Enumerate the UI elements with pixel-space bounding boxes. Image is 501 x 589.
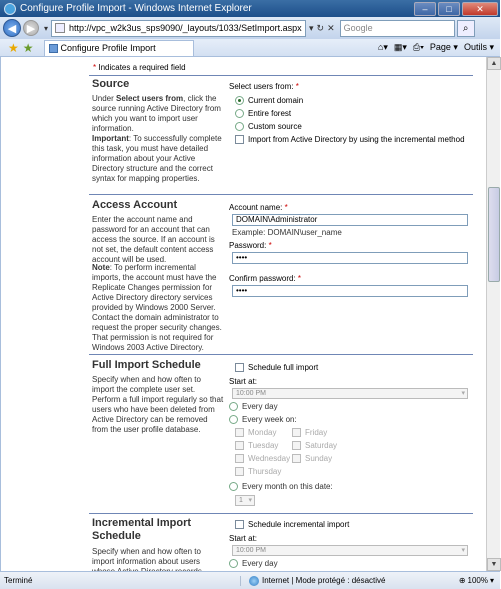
- favorites-star-icon[interactable]: ★: [8, 40, 19, 55]
- scroll-down-icon[interactable]: ▼: [487, 558, 501, 571]
- tools-menu-label: Outils: [463, 42, 487, 52]
- zoom-level: 100%: [467, 576, 488, 585]
- radio-selected-icon: [235, 96, 244, 105]
- window-title: Configure Profile Import - Windows Internet Explorer: [20, 3, 252, 14]
- tools-menu[interactable]: Outils ▾: [463, 42, 494, 52]
- checkbox-icon: [235, 135, 244, 144]
- required-asterisk: *: [284, 203, 288, 212]
- note-label: Note: [92, 263, 110, 272]
- compatibility-icon[interactable]: ▾: [309, 22, 314, 33]
- day-saturday-label: Saturday: [305, 441, 338, 450]
- print-icon[interactable]: ⎙▾: [412, 42, 424, 52]
- incremental-checkbox[interactable]: [235, 135, 469, 144]
- full-start-label: Start at:: [229, 377, 258, 386]
- select-users-label: [229, 82, 469, 91]
- radio-full-every-month[interactable]: [229, 482, 469, 491]
- incremental-start-time-select[interactable]: 10:00 PM ▾: [232, 545, 468, 556]
- source-description: [92, 94, 225, 134]
- day-monday-checkbox[interactable]: [235, 428, 292, 437]
- refresh-icon[interactable]: ↻: [316, 22, 325, 33]
- important-label: Important: [92, 134, 129, 143]
- schedule-incremental-label: Schedule incremental import: [248, 520, 350, 529]
- note-text: : To perform incremental imports, the account must have the Replicate Changes permission for Active Directory directory services provided by Windows 2000 Server. Contact the domain administrator to request the proper security changes. That permission is not required for Windows 2003 Active Directory.: [92, 263, 222, 352]
- radio-entire-forest[interactable]: [235, 109, 469, 118]
- radio-entire-forest-label: Entire forest: [248, 109, 292, 118]
- forward-button[interactable]: ▶: [23, 20, 39, 36]
- required-asterisk: *: [295, 82, 299, 91]
- source-desc-bold: Select users from: [116, 94, 184, 103]
- radio-incremental-every-day[interactable]: [229, 559, 469, 568]
- incremental-checkbox-label: Import from Active Directory by using the incremental method: [248, 135, 465, 144]
- full-every-day-label: Every day: [242, 402, 278, 411]
- home-icon[interactable]: ⌂▾: [377, 42, 388, 52]
- vertical-scrollbar[interactable]: [486, 57, 500, 571]
- weekdays-col-2: [292, 428, 337, 480]
- tab-favicon-icon: [49, 44, 58, 53]
- full-import-title: Full Import Schedule: [92, 359, 201, 371]
- radio-current-domain-label: Current domain: [248, 96, 304, 105]
- checkbox-icon: [292, 454, 301, 463]
- checkbox-icon: [235, 428, 244, 437]
- radio-full-every-day[interactable]: [229, 402, 469, 411]
- day-tuesday-checkbox[interactable]: [235, 441, 292, 450]
- scrollbar-thumb[interactable]: [488, 187, 500, 282]
- incremental-start-label: Start at:: [229, 534, 258, 543]
- checkbox-icon: [235, 467, 244, 476]
- incremental-title-line2: Schedule: [92, 530, 141, 542]
- radio-custom-source[interactable]: [235, 122, 469, 131]
- account-name-text: Account name:: [229, 203, 283, 212]
- password-field[interactable]: ••••: [232, 252, 468, 264]
- scroll-up-icon[interactable]: ▲: [487, 57, 501, 70]
- stop-icon[interactable]: ✕: [327, 22, 335, 33]
- minimize-button[interactable]: –: [414, 2, 436, 16]
- account-name-label: [229, 203, 469, 212]
- checkbox-icon: [235, 363, 244, 372]
- radio-icon: [235, 122, 244, 131]
- full-every-month-label: Every month on this date:: [242, 482, 333, 491]
- status-text: Terminé: [4, 576, 33, 585]
- incremental-description: Specify when and how often to import information about users: [92, 547, 201, 566]
- day-thursday-label: Thursday: [248, 467, 282, 476]
- full-import-description: Specify when and how often to import the complete user set. Perform a full import regularly so that users who have been deleted from Active Directory can be removed from the user profile database.: [92, 375, 224, 434]
- day-friday-checkbox[interactable]: [292, 428, 337, 437]
- account-name-field[interactable]: DOMAIN\Administrator: [232, 214, 468, 226]
- source-desc-pre: Under: [92, 94, 117, 103]
- required-asterisk: *: [93, 63, 97, 72]
- source-options: [229, 82, 469, 144]
- password-label: [229, 241, 469, 250]
- access-account-title: Access Account: [92, 199, 178, 211]
- required-asterisk: *: [297, 274, 302, 283]
- zoom-icon: ⊕: [458, 576, 466, 585]
- weekdays-col-1: [235, 428, 292, 480]
- checkbox-icon: [292, 428, 301, 437]
- required-asterisk: *: [268, 241, 272, 250]
- maximize-button[interactable]: □: [438, 2, 460, 16]
- day-sunday-label: Sunday: [305, 454, 333, 463]
- checkbox-icon: [292, 441, 301, 450]
- radio-full-every-week[interactable]: [229, 415, 469, 424]
- full-every-week-label: Every week on:: [242, 415, 297, 424]
- radio-icon: [235, 109, 244, 118]
- password-text: Password:: [229, 241, 267, 250]
- schedule-incremental-checkbox[interactable]: [235, 520, 469, 529]
- incremental-title-line1: Incremental Import: [92, 517, 192, 529]
- checkbox-icon: [235, 520, 244, 529]
- title-bar: [0, 0, 500, 17]
- close-button[interactable]: ✕: [462, 2, 498, 16]
- source-title: Source: [92, 78, 130, 90]
- day-wednesday-label: Wednesday: [248, 454, 291, 463]
- confirm-password-field[interactable]: ••••: [232, 285, 468, 297]
- incremental-every-day-label: Every day: [242, 559, 278, 568]
- access-fields: [229, 203, 469, 297]
- confirm-password-text: Confirm password:: [229, 274, 296, 283]
- ie-logo-icon: [4, 3, 16, 15]
- tab-bar: [0, 39, 500, 57]
- checkbox-icon: [235, 454, 244, 463]
- zoom-control[interactable]: [459, 576, 500, 585]
- add-favorites-icon[interactable]: ★: [22, 40, 34, 55]
- radio-icon: [229, 402, 238, 411]
- address-bar: [0, 17, 500, 39]
- required-note-text: Indicates a required field: [98, 63, 186, 72]
- radio-icon: [229, 482, 238, 491]
- zoom-dropdown-icon: ▾: [489, 576, 494, 585]
- incremental-title: [92, 517, 191, 543]
- account-example: Example: DOMAIN\user_name: [232, 228, 342, 237]
- schedule-full-import-checkbox[interactable]: [235, 363, 469, 372]
- day-saturday-checkbox[interactable]: [292, 441, 337, 450]
- history-dropdown-icon[interactable]: ▾: [44, 23, 49, 33]
- access-account-section: [89, 194, 473, 354]
- full-start-time-select[interactable]: 10:00 PM ▾: [232, 388, 468, 399]
- day-monday-label: Monday: [248, 428, 277, 437]
- month-date-select[interactable]: 1 ▾: [235, 495, 255, 506]
- full-import-section: [89, 354, 473, 514]
- day-tuesday-label: Tuesday: [248, 441, 279, 450]
- access-note: [92, 263, 225, 353]
- page-menu[interactable]: Page ▾: [429, 42, 458, 52]
- day-thursday-checkbox[interactable]: [235, 467, 292, 476]
- globe-icon: [249, 576, 259, 586]
- select-users-text: Select users from:: [229, 82, 294, 91]
- source-important: [92, 134, 225, 184]
- full-import-options: [229, 363, 469, 506]
- day-wednesday-checkbox[interactable]: [235, 454, 292, 463]
- command-bar: [378, 42, 500, 53]
- security-zone[interactable]: [240, 576, 420, 586]
- access-description: Enter the account name and password for an account that can access the source. If an account is not set, the default content access account will be used.: [92, 215, 215, 264]
- page-content: [0, 57, 486, 571]
- incremental-options: [229, 520, 469, 572]
- radio-icon: [229, 559, 238, 568]
- page-menu-label: Page: [429, 42, 451, 52]
- required-note: [93, 63, 186, 72]
- back-button[interactable]: ◀: [3, 19, 21, 37]
- radio-icon: [229, 415, 238, 424]
- schedule-full-import-label: Schedule full import: [248, 363, 319, 372]
- tab-configure-profile-import[interactable]: [44, 40, 194, 56]
- zone-text: Internet | Mode protégé : désactivé: [262, 576, 386, 585]
- incremental-import-section: [89, 513, 473, 573]
- status-bar: [0, 571, 500, 589]
- day-friday-label: Friday: [305, 428, 328, 437]
- tab-label: Configure Profile Import: [60, 43, 156, 53]
- source-desc-post: , click the source running Active Directory from which you want to import user information.: [92, 94, 221, 133]
- weekdays-grid: [235, 428, 469, 480]
- checkbox-icon: [235, 441, 244, 450]
- important-text: : To successfully complete this task, you must have detailed information about your Active Directory structure and the correct syntax for mapping properties.: [92, 134, 222, 183]
- search-input[interactable]: Google: [340, 20, 455, 37]
- day-sunday-checkbox[interactable]: [292, 454, 337, 463]
- confirm-password-label: [229, 274, 469, 283]
- page-icon: [55, 23, 65, 33]
- search-icon[interactable]: ⌕: [457, 20, 475, 37]
- url-text: http://vpc_w2k3us_sps9090/_layouts/1033/SetImport.aspx: [69, 23, 302, 33]
- feeds-icon[interactable]: ▦▾: [393, 42, 407, 52]
- radio-custom-source-label: Custom source: [248, 122, 302, 131]
- url-field[interactable]: [51, 20, 306, 37]
- radio-current-domain[interactable]: [235, 96, 469, 105]
